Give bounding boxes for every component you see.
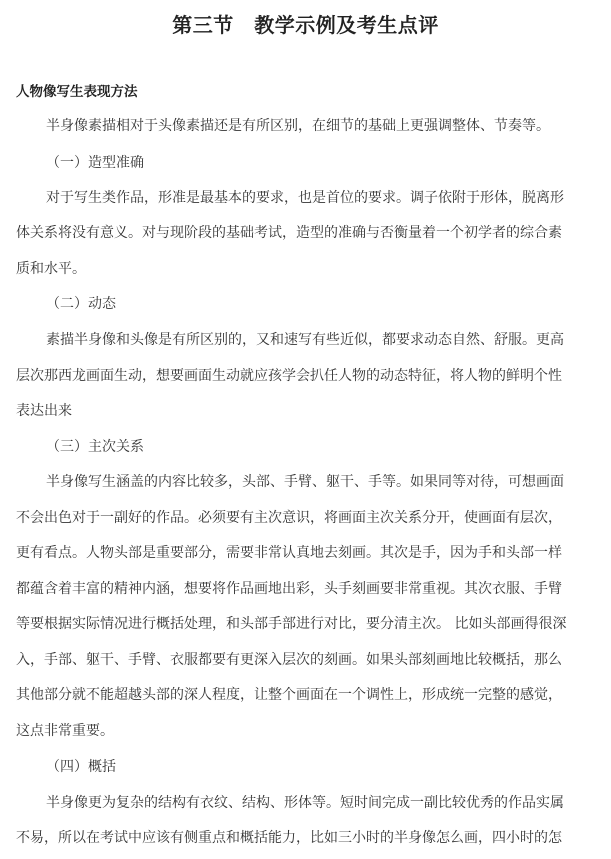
subheading-motion: （二）动态 bbox=[46, 296, 116, 312]
subheading-form: （一）造型准确 bbox=[46, 155, 144, 171]
paragraph-line: 都蕴含着丰富的精神内涵，想要将作品画地出彩，头手刻画要非常重视。其次衣服、手臂 bbox=[16, 581, 562, 597]
page-title: 第三节 教学示例及考生点评 bbox=[172, 13, 439, 37]
paragraph-line: 质和水平。 bbox=[16, 261, 86, 277]
paragraph-line: 不易，所以在考试中应该有侧重点和概括能力，比如三小时的半身像怎么画，四小时的怎 bbox=[16, 830, 562, 846]
paragraph-line: 更有看点。人物头部是重要部分，需要非常认真地去刻画。其次是手，因为手和头部一样 bbox=[16, 545, 562, 561]
section-heading: 人物像写生表现方法 bbox=[16, 84, 138, 100]
paragraph-line: 这点非常重要。 bbox=[16, 723, 114, 739]
paragraph-line: 入，手部、躯干、手臂、衣服都要有更深入层次的刻画。如果头部刻画地比较概括，那么 bbox=[16, 652, 562, 668]
paragraph-line: 半身像素描相对于头像素描还是有所区别，在细节的基础上更强调整体、节奏等。 bbox=[46, 118, 550, 134]
subheading-summary: （四）概括 bbox=[46, 759, 116, 775]
paragraph-line: 层次那西龙画面生动，想要画面生动就应孩学会扒任人物的动态特征，将人物的鲜明个性 bbox=[16, 368, 562, 384]
paragraph-line: 对于写生类作品，形准是最基本的要求，也是首位的要求。调子依附于形体，脱离形 bbox=[46, 190, 564, 206]
paragraph-line: 素描半身像和头像是有所区别的，又和速写有些近似，都要求动态自然、舒服。更高 bbox=[46, 332, 564, 348]
paragraph-line: 半身像更为复杂的结构有衣纹、结构、形体等。短时间完成一副比较优秀的作品实属 bbox=[46, 795, 564, 811]
paragraph-line: 体关系将没有意义。对与现阶段的基础考试，造型的准确与否衡量着一个初学者的综合素 bbox=[16, 225, 562, 241]
paragraph-line: 其他部分就不能超越头部的深人程度，让整个画面在一个调性上，形成统一完整的感觉， bbox=[16, 687, 562, 703]
paragraph-line: 半身像写生涵盖的内容比较多，头部、手臂、躯干、手等。如果同等对待，可想画面 bbox=[46, 474, 564, 490]
subheading-priority: （三）主次关系 bbox=[46, 439, 144, 455]
paragraph-line: 表达出来 bbox=[16, 403, 72, 419]
paragraph-line: 不会出色对于一副好的作品。必须要有主次意识，将画面主次关系分开，使画面有层次， bbox=[16, 510, 562, 526]
paragraph-line: 等要根据实际情况进行概括处理，和头部手部进行对比，要分清主次。 比如头部画得很深 bbox=[16, 616, 567, 632]
